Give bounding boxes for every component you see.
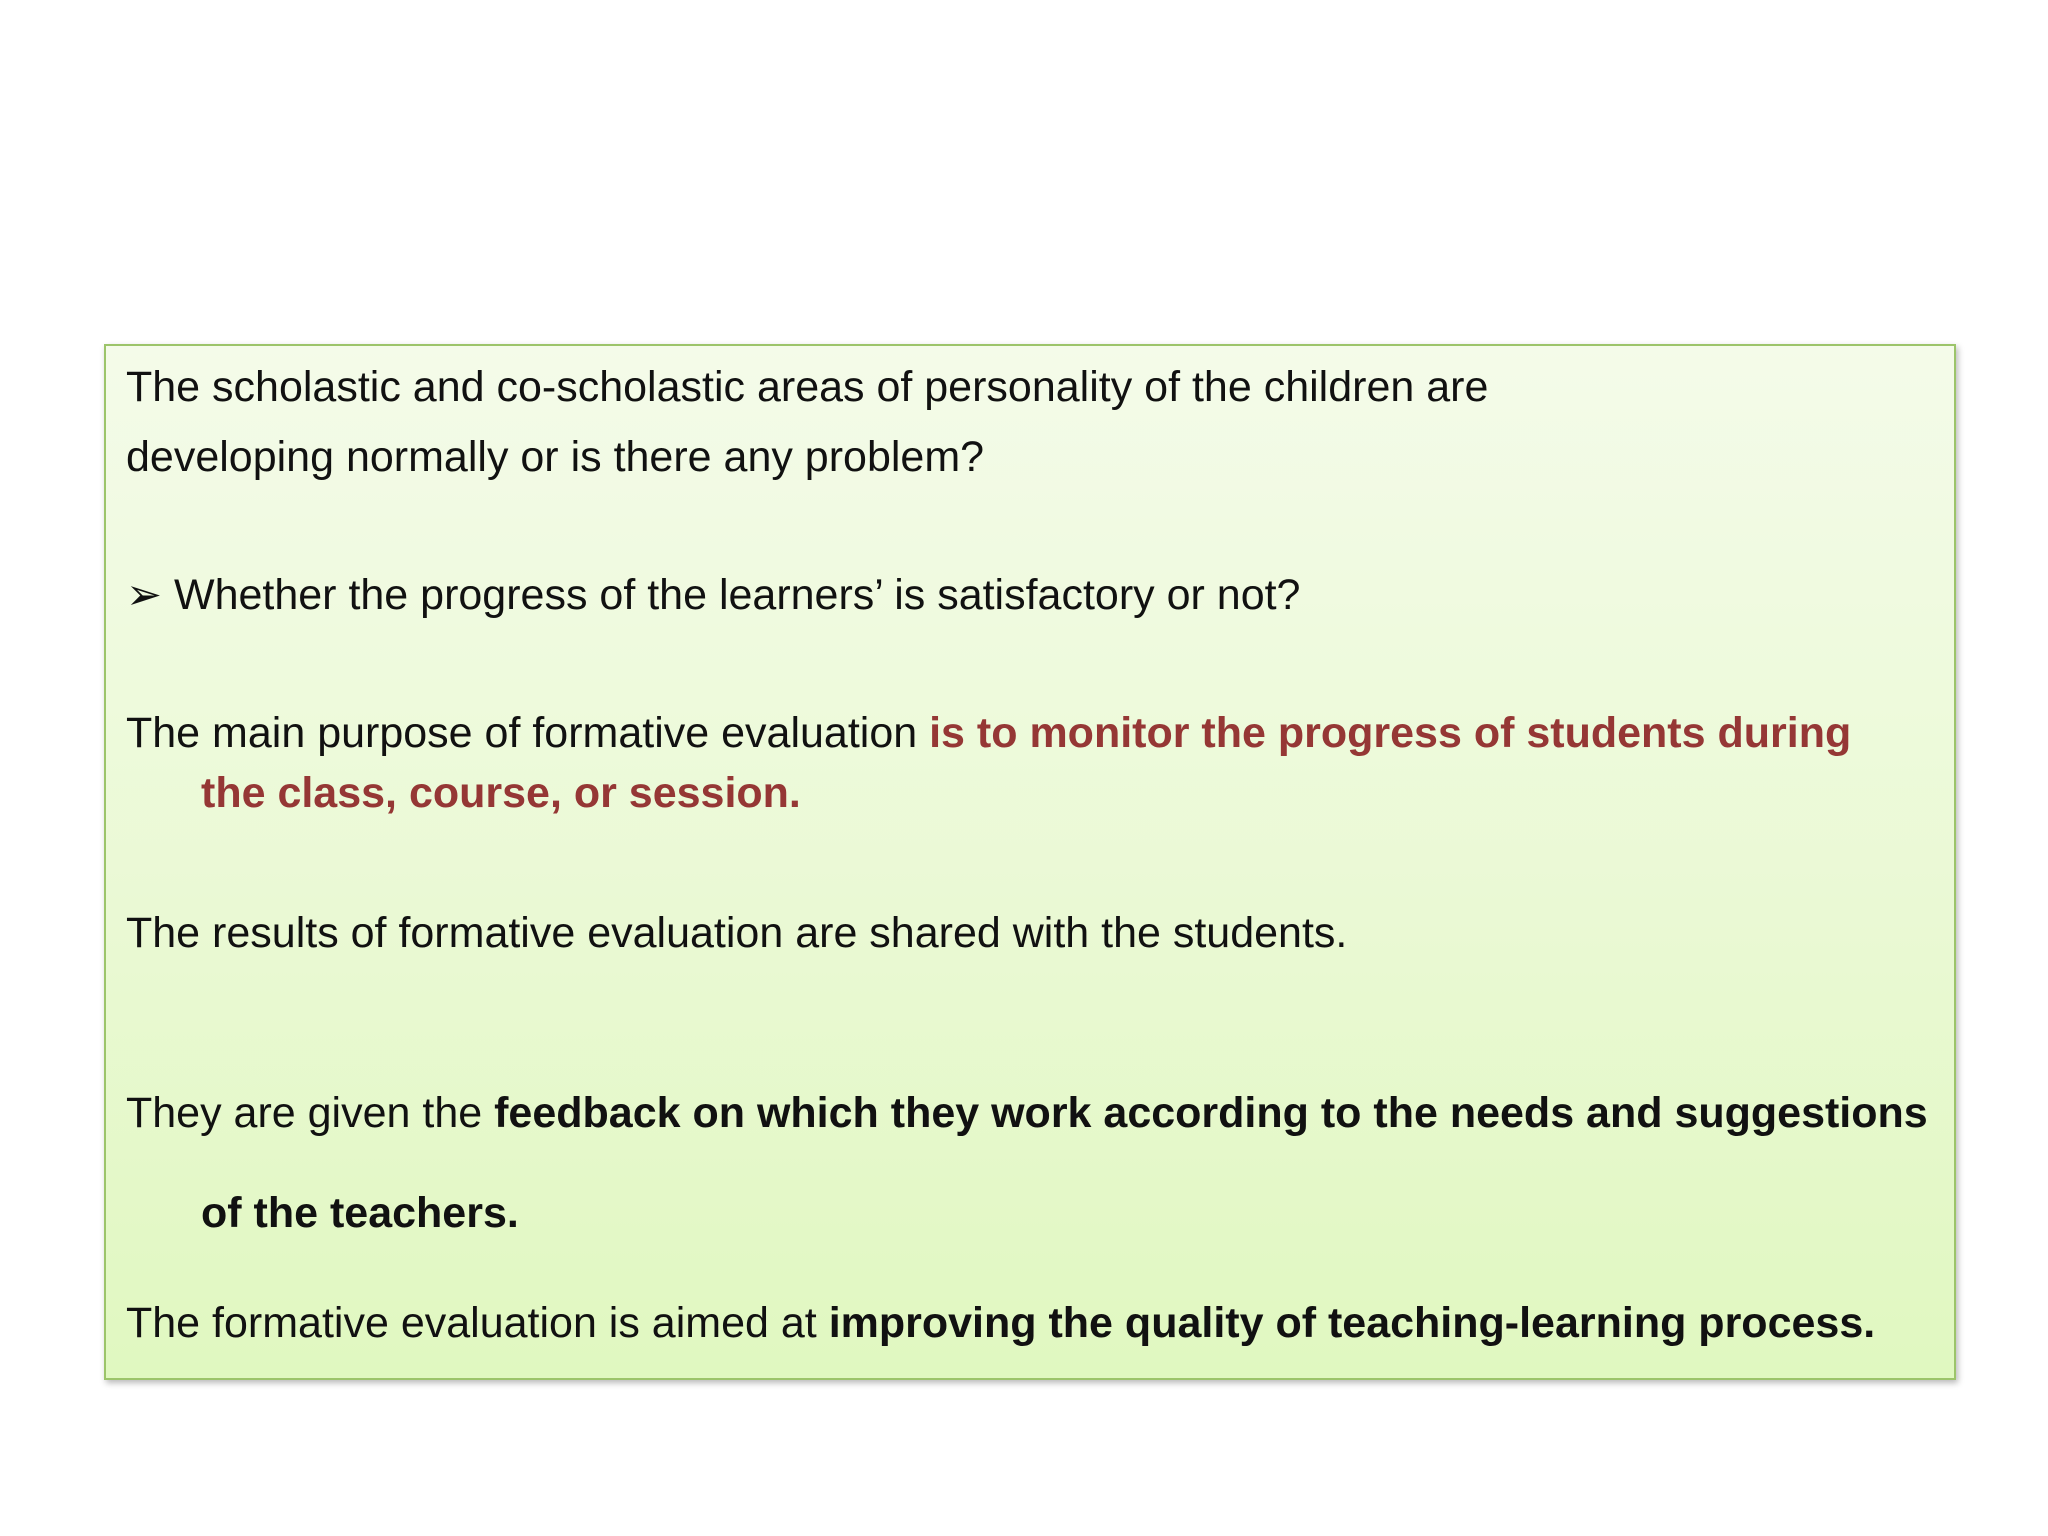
results-line: The results of formative evaluation are shared with the students. xyxy=(126,909,1348,957)
feedback-bold-text: feedback on which they work according to the needs and suggestions xyxy=(494,1089,1928,1137)
purpose-line-1 xyxy=(126,708,1851,760)
purpose-plain-text: The main purpose of formative evaluation xyxy=(126,709,930,757)
bullet-text: Whether the progress of the learners’ is satisfactory or not? xyxy=(173,571,1301,619)
question-line-2: developing normally or is there any problem? xyxy=(126,433,985,481)
arrow-bullet-icon: ➢ xyxy=(126,571,163,619)
aim-line xyxy=(126,1298,1875,1350)
purpose-emphasis-text: is to monitor the progress of students during xyxy=(929,709,1852,757)
question-line-1: The scholastic and co-scholastic areas of personality of the children are xyxy=(126,363,1489,411)
content-box xyxy=(104,344,1956,1380)
feedback-line-1 xyxy=(126,1088,1928,1140)
aim-plain-text: The formative evaluation is aimed at xyxy=(126,1299,829,1347)
purpose-line-2: the class, course, or session. xyxy=(201,769,801,817)
aim-bold-text: improving the quality of teaching-learning process. xyxy=(828,1299,1876,1347)
feedback-plain-text: They are given the xyxy=(126,1089,495,1137)
bullet-item xyxy=(126,570,1300,622)
feedback-line-2: of the teachers. xyxy=(201,1189,519,1237)
